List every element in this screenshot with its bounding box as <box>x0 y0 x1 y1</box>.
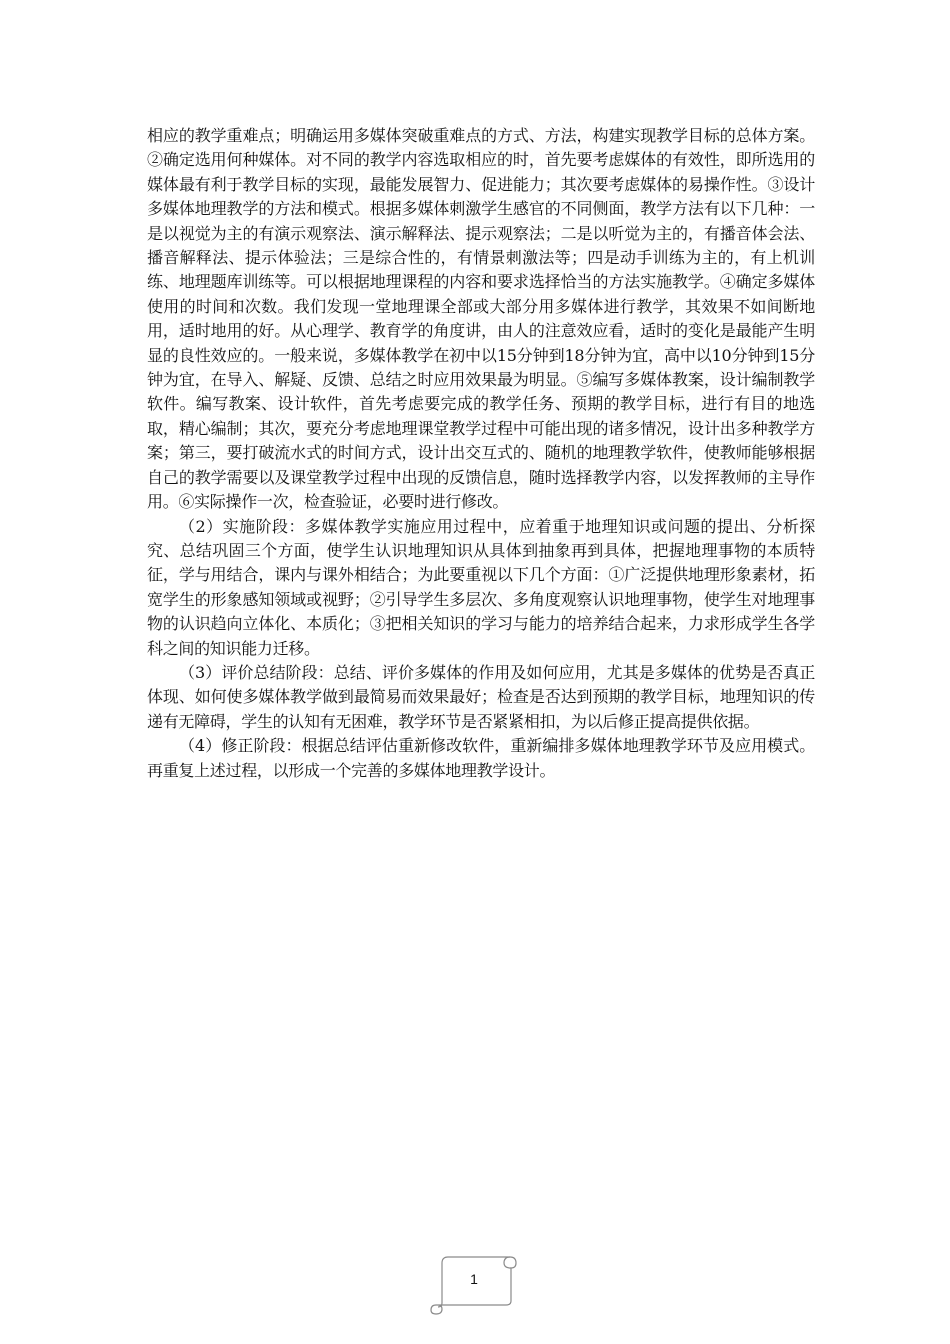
paragraph-implementation-stage: （2）实施阶段：多媒体教学实施应用过程中，应着重于地理知识或问题的提出、分析探究、总结巩固三个方面，使学生认识地理知识从具体到抽象再到具体，把握地理事物的本质特征，学与用结合，课内与课外相结合；为此要重视以下几个方面：①广泛提供地理形象素材，拓宽学生的形象感知领域或视野；②引导学生多层次、多角度观察认识地理事物，使学生对地理事物的认识趋向立体化、本质化；③把相关知识的学习与能力的培养结合起来，力求形成学生各学科之间的知识能力迁移。 <box>147 516 815 658</box>
paragraph-evaluation-stage: （3）评价总结阶段：总结、评价多媒体的作用及如何应用，尤其是多媒体的优势是否真正体现、如何使多媒体教学做到最简易而效果最好；检查是否达到预期的教学目标，地理知识的传递有无障碍，学生的认知有无困难，教学环节是否紧紧相扣，为以后修正提高提供依据。 <box>147 662 815 731</box>
page-footer <box>428 1253 520 1315</box>
paragraph-steps-continued: 相应的教学重难点；明确运用多媒体突破重难点的方式、方法，构建实现教学目标的总体方案。②确定选用何种媒体。对不同的教学内容选取相应的时，首先要考虑媒体的有效性，即所选用的媒体最有利于教学目标的实现，最能发展智力、促进能力；其次要考虑媒体的易操作性。③设计多媒体地理教学的方法和模式。根据多媒体刺激学生感官的不同侧面，教学方法有以下几种：一是以视觉为主的有演示观察法、演示解释法、提示观察法；二是以听觉为主的，有播音体会法、播音解释法、提示体验法；三是综合性的，有情景刺激法等；四是动手训练为主的，有上机训练、地理题库训练等。可以根据地理课程的内容和要求选择恰当的方法实施教学。④确定多媒体使用的时间和次数。我们发现一堂地理课全部或大部分用多媒体进行教学，其效果不如间断地用，适时地用的好。从心理学、教育学的角度讲，由人的注意效应看，适时的变化是最能产生明显的良性效应的。一般来说，多媒体教学在初中以15分钟到18分钟为宜，高中以10分钟到15分钟为宜，在导入、解疑、反馈、总结之时应用效果最为明显。⑤编写多媒体教案，设计编制教学软件。编写教案、设计软件，首先考虑要完成的教学任务、预期的教学目标，进行有目的地选取，精心编制；其次，要充分考虑地理课堂教学过程中可能出现的诸多情况，设计出多种教学方案；第三，要打破流水式的时间方式，设计出交互式的、随机的地理教学软件，使教师能够根据自己的教学需要以及课堂教学过程中出现的反馈信息，随时选择教学内容，以发挥教师的主导作用。⑥实际操作一次，检查验证，必要时进行修改。 <box>147 126 815 512</box>
paragraph-revision-stage: （4）修正阶段：根据总结评估重新修改软件，重新编排多媒体地理教学环节及应用模式。再重复上述过程，以形成一个完善的多媒体地理教学设计。 <box>147 736 815 780</box>
page-number: 1 <box>470 1271 478 1287</box>
body-text <box>147 124 815 783</box>
